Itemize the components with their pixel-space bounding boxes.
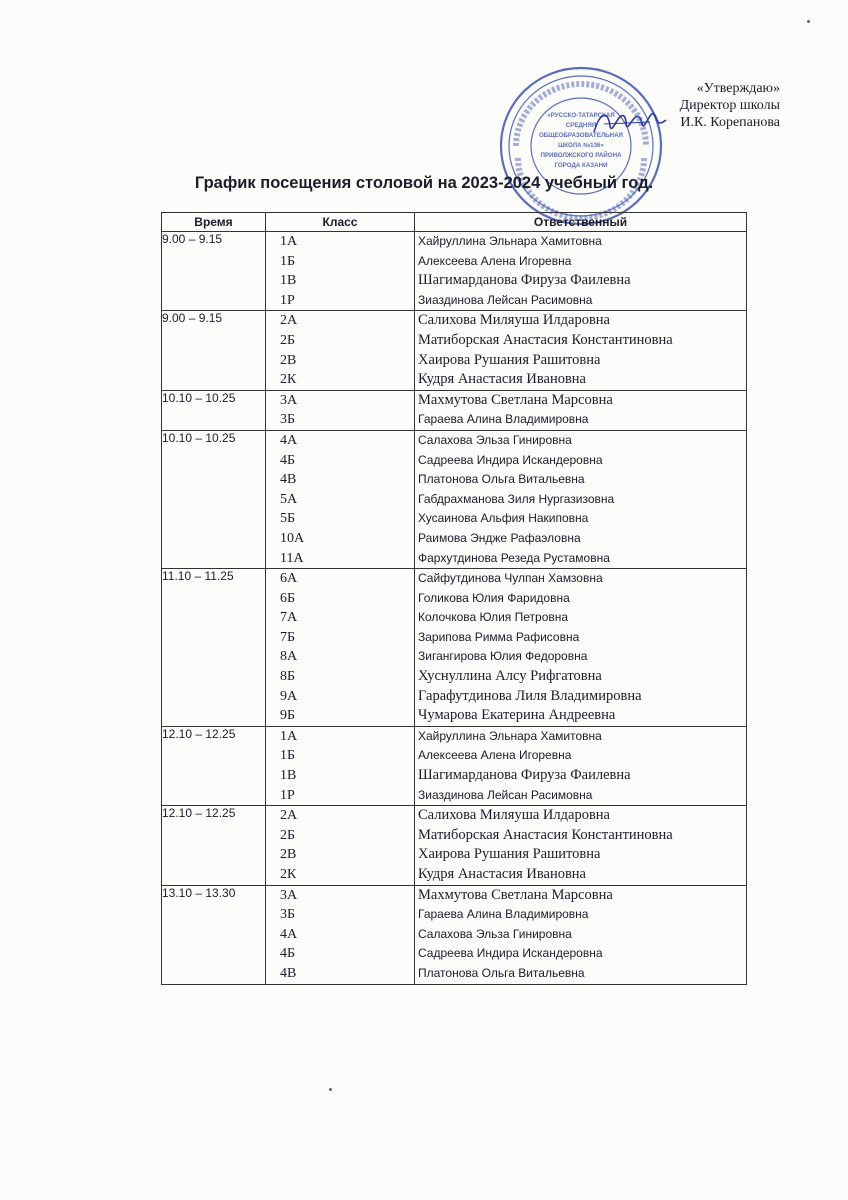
time-cell: 13.10 – 13.30	[162, 885, 266, 984]
responsible-teacher: Гараева Алина Владимировна	[418, 907, 589, 922]
responsible-teacher: Кудря Анастасия Ивановна	[418, 866, 586, 882]
cafeteria-schedule-table	[161, 212, 747, 985]
responsible-teacher: Хаирова Рушания Рашитовна	[418, 351, 601, 368]
time-cell: 10.10 – 10.25	[162, 390, 266, 430]
time-cell: 9.00 – 9.15	[162, 232, 266, 311]
responsible-teacher: Габдрахманова Зиля Нургазизовна	[418, 491, 615, 506]
responsible-teacher: Хаирова Рушания Рашитовна	[418, 846, 601, 863]
class-name: 4В	[280, 965, 297, 981]
class-name: 1Р	[280, 787, 295, 803]
responsible-cell	[415, 726, 747, 805]
responsible-teacher: Хайруллина Эльнара Хамитовна	[418, 728, 602, 743]
responsible-teacher: Хайруллина Эльнара Хамитовна	[418, 234, 602, 248]
class-name: 6Б	[280, 590, 296, 606]
class-name: 7А	[280, 610, 298, 626]
responsible-teacher: Голикова Юлия Фаридовна	[418, 590, 570, 605]
responsible-teacher: Махмутова Светлана Марсовна	[418, 886, 613, 903]
class-name: 8Б	[280, 669, 296, 685]
scan-speck	[329, 1088, 332, 1091]
table-row	[162, 885, 747, 984]
column-header-time: Время	[162, 213, 266, 232]
scan-speck	[807, 20, 810, 23]
class-cell	[266, 430, 415, 568]
class-name: 1Р	[280, 292, 295, 308]
stamp-text-line: ШКОЛА №136»	[558, 142, 604, 149]
class-name: 3Б	[280, 907, 296, 923]
director-signature	[590, 102, 670, 142]
table-row	[162, 430, 747, 568]
class-name: 4А	[280, 926, 298, 942]
time-cell: 9.00 – 9.15	[162, 311, 266, 390]
table-row	[162, 726, 747, 805]
stamp-text-line: «РУССКО-ТАТАРСКАЯ	[547, 112, 615, 119]
responsible-teacher: Зигангирова Юлия Федоровна	[418, 649, 588, 664]
class-name: 2Б	[280, 332, 296, 348]
approval-signer: И.К. Корепанова	[680, 115, 780, 130]
time-cell: 11.10 – 11.25	[162, 569, 266, 727]
class-name: 1А	[280, 728, 298, 744]
class-name: 1Б	[280, 253, 296, 269]
class-name: 4А	[280, 432, 298, 448]
table-row	[162, 311, 747, 390]
responsible-teacher: Хуснуллина Алсу Рифгатовна	[418, 668, 602, 685]
class-name: 5А	[280, 491, 298, 507]
table-row	[162, 390, 747, 430]
class-name: 3А	[280, 887, 298, 903]
class-name: 1А	[280, 234, 298, 249]
responsible-teacher: Кудря Анастасия Ивановна	[418, 371, 586, 388]
class-name: 3Б	[280, 412, 296, 428]
class-cell	[266, 885, 415, 984]
responsible-cell	[415, 232, 747, 311]
responsible-teacher: Шагимарданова Фируза Фаилевна	[418, 767, 631, 784]
responsible-teacher: Салихова Миляуша Илдаровна	[418, 807, 610, 824]
class-name: 1Б	[280, 748, 296, 764]
stamp-text-line: ПРИВОЛЖСКОГО РАЙОНА	[540, 152, 622, 159]
class-name: 4Б	[280, 452, 296, 468]
responsible-teacher: Платонова Ольга Витальевна	[418, 472, 585, 487]
class-name: 4В	[280, 472, 297, 488]
class-name: 9А	[280, 688, 298, 704]
class-cell	[266, 569, 415, 727]
class-name: 11А	[280, 550, 304, 566]
responsible-teacher: Сайфутдинова Чулпан Хамзовна	[418, 571, 603, 586]
stamp-text-line: ОБЩЕОБРАЗОВАТЕЛЬНАЯ	[538, 132, 624, 139]
stamp-text-line: ГОРОДА КАЗАНИ	[554, 162, 608, 169]
responsible-teacher: Шагимарданова Фируза Фаилевна	[418, 272, 631, 289]
approval-heading: «Утверждаю»	[696, 81, 780, 96]
responsible-teacher: Чумарова Екатерина Андреевна	[418, 707, 616, 724]
school-seal-stamp	[496, 62, 666, 230]
class-name: 10А	[280, 530, 305, 546]
class-name: 6А	[280, 571, 298, 587]
class-name: 2К	[280, 867, 297, 882]
time-cell: 10.10 – 10.25	[162, 430, 266, 568]
responsible-cell	[415, 430, 747, 568]
class-name: 7Б	[280, 629, 296, 645]
responsible-teacher: Салахова Эльза Гинировна	[418, 432, 572, 447]
time-cell: 12.10 – 12.25	[162, 726, 266, 805]
column-header-class: Класс	[266, 213, 415, 232]
responsible-teacher: Матиборская Анастасия Константиновна	[418, 826, 673, 843]
class-cell	[266, 726, 415, 805]
responsible-teacher: Алексеева Алена Игоревна	[418, 253, 572, 268]
table-row	[162, 569, 747, 727]
responsible-teacher: Зиаздинова Лейсан Расимовна	[418, 292, 593, 307]
table-row	[162, 232, 747, 311]
approval-position: Директор школы	[679, 98, 780, 113]
class-name: 2А	[280, 313, 298, 329]
responsible-teacher: Гарафутдинова Лиля Владимировна	[418, 687, 642, 704]
responsible-teacher: Салахова Эльза Гинировна	[418, 926, 572, 941]
class-name: 5Б	[280, 511, 296, 527]
class-name: 3А	[280, 392, 298, 408]
responsible-teacher: Матиборская Анастасия Константиновна	[418, 331, 673, 348]
responsible-cell	[415, 311, 747, 390]
responsible-cell	[415, 806, 747, 885]
responsible-teacher: Зиаздинова Лейсан Расимовна	[418, 787, 593, 802]
time-cell: 12.10 – 12.25	[162, 806, 266, 885]
class-cell	[266, 311, 415, 390]
class-cell	[266, 390, 415, 430]
responsible-teacher: Платонова Ольга Витальевна	[418, 965, 585, 980]
class-name: 2Б	[280, 827, 296, 843]
responsible-teacher: Садреева Индира Искандеровна	[418, 946, 603, 961]
responsible-teacher: Салихова Миляуша Илдаровна	[418, 312, 610, 329]
responsible-teacher: Раимова Эндже Рафаэловна	[418, 530, 581, 545]
table-row	[162, 806, 747, 885]
class-name: 2В	[280, 352, 297, 368]
responsible-cell	[415, 390, 747, 430]
class-name: 2В	[280, 847, 297, 863]
responsible-teacher: Зарипова Римма Рафисовна	[418, 629, 580, 644]
class-name: 4Б	[280, 946, 296, 962]
responsible-teacher: Алексеева Алена Игоревна	[418, 748, 572, 763]
class-name: 1В	[280, 273, 297, 289]
document-title: График посещения столовой на 2023-2024 учебный год.	[194, 174, 654, 192]
responsible-cell	[415, 885, 747, 984]
class-cell	[266, 806, 415, 885]
class-name: 2К	[280, 372, 297, 388]
class-cell	[266, 232, 415, 311]
class-name: 8А	[280, 649, 298, 665]
responsible-teacher: Фархутдинова Резеда Рустамовна	[418, 550, 610, 565]
responsible-cell	[415, 569, 747, 727]
approval-block	[680, 80, 780, 131]
responsible-teacher: Гараева Алина Владимировна	[418, 412, 589, 427]
table-header-row	[162, 213, 747, 232]
column-header-responsible: Ответственный	[415, 213, 747, 232]
class-name: 2А	[280, 808, 298, 824]
class-name: 9Б	[280, 708, 296, 724]
responsible-teacher: Садреева Индира Искандеровна	[418, 452, 603, 467]
class-name: 1В	[280, 768, 297, 784]
responsible-teacher: Колочкова Юлия Петровна	[418, 610, 569, 625]
responsible-teacher: Хусаинова Альфия Накиповна	[418, 511, 589, 526]
responsible-teacher: Махмутова Светлана Марсовна	[418, 391, 613, 408]
stamp-text-line: СРЕДНЯЯ	[565, 122, 597, 129]
